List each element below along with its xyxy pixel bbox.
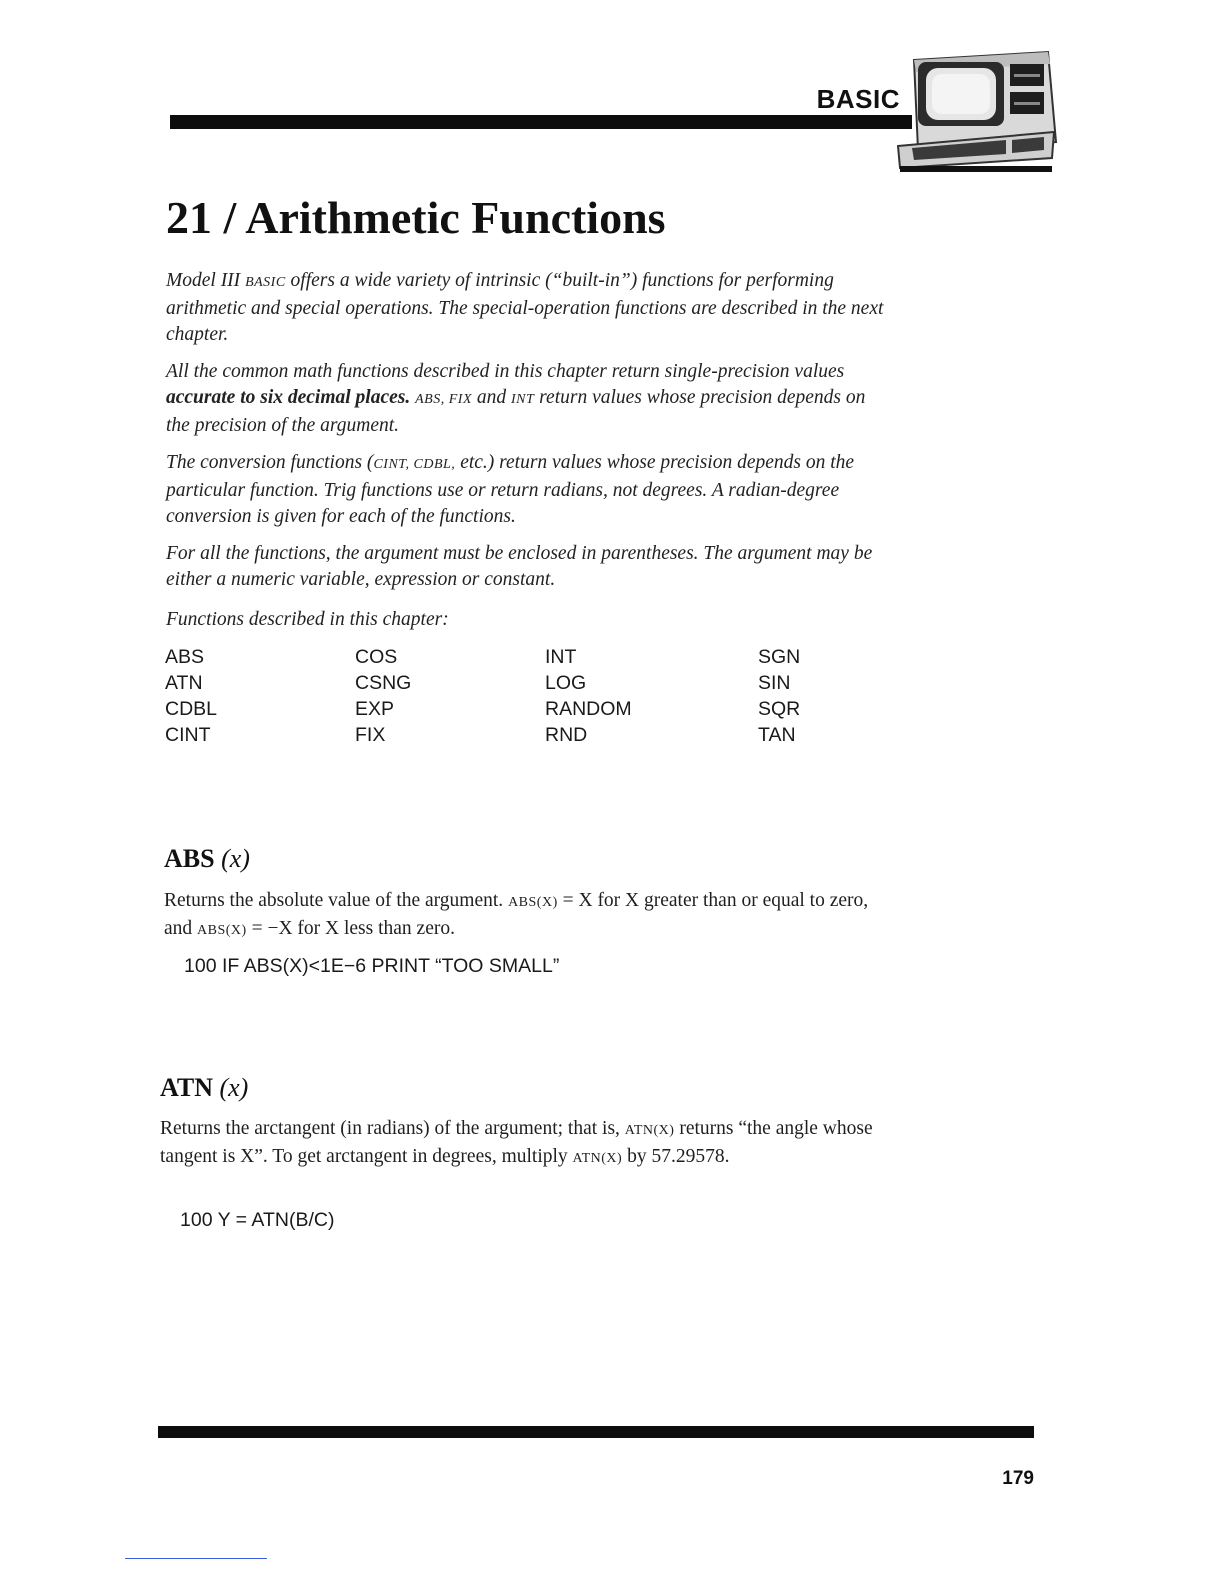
page-number: 179 xyxy=(1002,1468,1034,1489)
function-name: ABS xyxy=(165,646,205,668)
function-name: RANDOM xyxy=(545,698,632,720)
function-name: SIN xyxy=(758,672,791,694)
abs-section-heading: ABS (x) xyxy=(164,844,250,873)
intro-paragraph-3: The conversion functions (CINT, CDBL, etc.) return values whose precision depends on the particular function. Trig functions use or return radians, not degrees. A radian-degree conversion is given for each of the functions. xyxy=(166,452,855,527)
footer-rule xyxy=(158,1426,1034,1438)
abs-code-example: 100 IF ABS(X)<1E−6 PRINT “TOO SMALL” xyxy=(184,955,560,977)
running-header: BASIC xyxy=(816,84,900,114)
computer-illustration xyxy=(888,50,1058,174)
header-rule xyxy=(170,115,912,129)
function-name: ATN xyxy=(165,672,203,694)
atn-description: Returns the arctangent (in radians) of the argument; that is, ATN(X) returns “the angle whose tangent is X”. To get arctangent in degrees, multiply ATN(X) by 57.29578. xyxy=(160,1118,873,1167)
function-name: CSNG xyxy=(355,672,412,694)
abs-description: Returns the absolute value of the argument. ABS(X) = X for X greater than or equal to zero, and ABS(X) = −X for X less than zero. xyxy=(164,890,869,939)
function-name: FIX xyxy=(355,724,386,746)
function-name: INT xyxy=(545,646,577,668)
function-name: COS xyxy=(355,646,398,668)
function-name: CDBL xyxy=(165,698,218,720)
atn-code-example: 100 Y = ATN(B/C) xyxy=(180,1209,335,1231)
intro-paragraph-2: All the common math functions described in this chapter return single-precision values accurate to six decimal places. ABS, FIX and INT return values whose precision depends on the precision of the argument. xyxy=(166,361,866,436)
function-name: EXP xyxy=(355,698,395,720)
functions-list-caption: Functions described in this chapter: xyxy=(166,609,449,630)
atn-section-heading: ATN (x) xyxy=(160,1073,249,1102)
scan-artifact-line xyxy=(125,1558,267,1559)
chapter-title: 21 / Arithmetic Functions xyxy=(166,192,666,243)
function-name: TAN xyxy=(758,724,796,746)
intro-paragraph-4: For all the functions, the argument must be enclosed in parentheses. The argument may be either a numeric variable, expression or constant. xyxy=(166,543,873,590)
intro-paragraph-1: Model III BASIC offers a wide variety of intrinsic (“built-in”) functions for performing arithmetic and special operations. The special-operation functions are described in the next chapter. xyxy=(166,270,884,345)
trs80-computer-icon xyxy=(888,50,1058,174)
function-name: RND xyxy=(545,724,588,746)
function-name: SGN xyxy=(758,646,801,668)
function-name: SQR xyxy=(758,698,801,720)
function-name: CINT xyxy=(165,724,211,746)
function-name: LOG xyxy=(545,672,587,694)
